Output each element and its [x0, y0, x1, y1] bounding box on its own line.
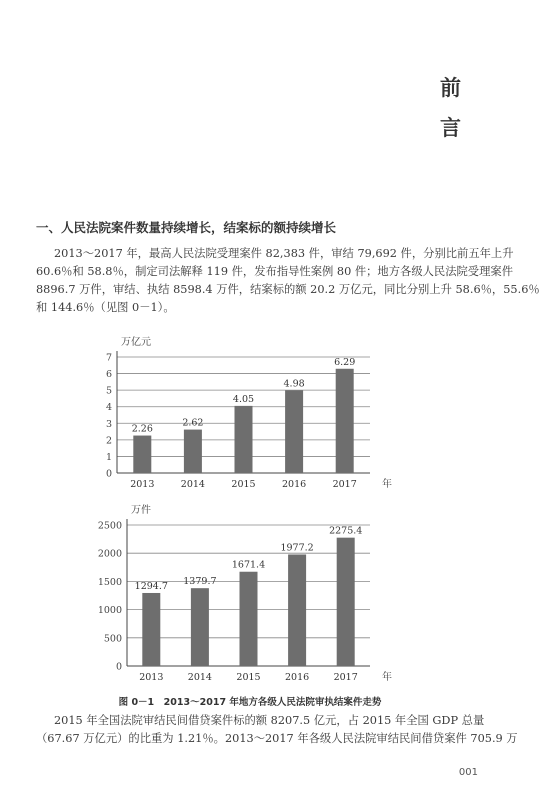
section-heading: 一、人民法院案件数量持续增长，结案标的额持续增长	[36, 220, 337, 235]
x-tick-label: 2014	[187, 672, 212, 683]
y-tick-label: 1500	[97, 576, 122, 588]
y-tick-label: 0	[105, 468, 112, 480]
data-label: 1379.7	[183, 576, 217, 588]
bar	[191, 588, 209, 666]
data-label: 2.26	[131, 423, 153, 435]
bar	[133, 436, 151, 473]
y-tick-label: 1	[105, 451, 112, 463]
x-tick-label: 2017	[333, 672, 358, 683]
paragraph-2-line: 2015 年全国法院审结民间借贷案件标的额 8207.5 亿元，占 2015 年全国 GDP 总量	[54, 714, 485, 727]
bar	[288, 554, 306, 666]
page-number: 001	[458, 767, 478, 778]
y-tick-label: 2	[105, 435, 112, 447]
bar	[142, 593, 160, 666]
x-tick-label: 2014	[180, 479, 205, 490]
data-label: 4.98	[283, 378, 305, 390]
paragraph-1-line: 2013～2017 年，最高人民法院受理案件 82,383 件，审结 79,692 件，分别比前五年上升	[54, 247, 514, 260]
y-tick-label: 1000	[97, 605, 122, 617]
x-tick-label: 2016	[285, 672, 310, 683]
bar	[337, 538, 355, 666]
y-tick-label: 6	[105, 369, 112, 381]
y-axis-label: 万件	[131, 505, 151, 516]
y-tick-label: 500	[103, 633, 122, 645]
y-tick-label: 5	[105, 385, 112, 397]
chapter-title-char-2: 言	[440, 116, 461, 140]
y-tick-label: 7	[105, 352, 112, 364]
x-tick-label: 2016	[282, 479, 307, 490]
data-label: 1977.2	[280, 542, 314, 554]
bar	[240, 572, 258, 666]
y-tick-label: 2500	[97, 520, 122, 532]
x-tick-label: 2015	[236, 672, 261, 683]
paragraph-1-line: 8896.7 万件，审结、执结 8598.4 万件，结案标的额 20.2 万亿元，同比分别上升 58.6％，55.6％	[36, 283, 540, 296]
paragraph-1	[36, 245, 540, 317]
data-label: 2275.4	[329, 525, 363, 537]
y-tick-label: 2000	[97, 548, 122, 560]
bar-chart-settlement-amount	[90, 330, 410, 490]
bar	[184, 430, 202, 473]
data-label: 6.29	[334, 356, 356, 368]
x-axis-label: 年	[382, 479, 392, 490]
x-axis-label: 年	[382, 672, 392, 683]
bar	[285, 390, 303, 473]
x-tick-label: 2015	[231, 479, 256, 490]
figure-caption: 图 0－1 2013～2017 年地方各级人民法院审执结案件走势	[118, 697, 382, 708]
y-tick-label: 4	[105, 402, 112, 414]
data-label: 1294.7	[134, 580, 168, 592]
y-axis-label: 万亿元	[121, 337, 151, 348]
bar-chart-case-count	[90, 505, 410, 685]
paragraph-1-line: 60.6％和 58.8％，制定司法解释 119 件，发布指导性案例 80 件；地方各级人民法院受理案件	[36, 265, 513, 278]
y-tick-label: 0	[115, 661, 122, 673]
x-tick-label: 2017	[332, 479, 357, 490]
paragraph-2	[36, 712, 518, 748]
bar	[336, 369, 354, 473]
data-label: 2.62	[182, 417, 204, 429]
data-label: 4.05	[232, 393, 255, 405]
x-tick-label: 2013	[139, 672, 164, 683]
paragraph-1-line: 和 144.6％（见图 0－1）。	[36, 301, 175, 314]
bar	[235, 406, 253, 473]
paragraph-2-line: （67.67 万亿元）的比重为 1.21％。2013～2017 年各级人民法院审结民间借贷案件 705.9 万	[36, 732, 518, 745]
data-label: 1671.4	[231, 559, 266, 571]
chapter-title-char-1: 前	[440, 76, 461, 100]
x-tick-label: 2013	[130, 479, 155, 490]
y-tick-label: 3	[105, 418, 112, 430]
